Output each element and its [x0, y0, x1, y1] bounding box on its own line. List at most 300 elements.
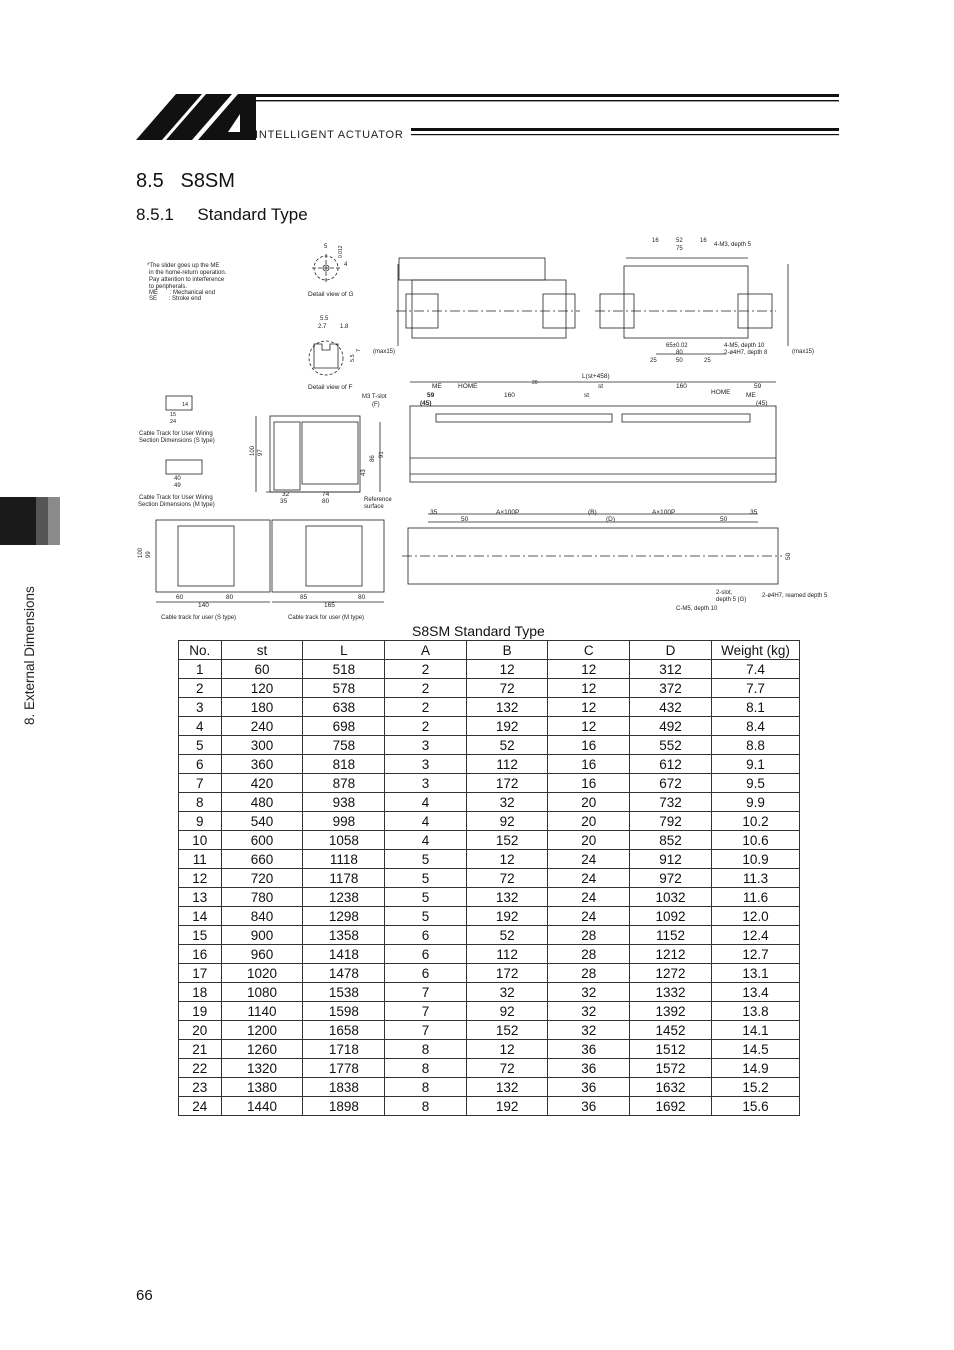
note-line-3: Pay attention to interference	[149, 277, 225, 283]
table-cell: 1032	[630, 888, 712, 907]
table-cell: 878	[303, 774, 385, 793]
table-cell: 972	[630, 869, 712, 888]
table-cell: 10.9	[711, 850, 799, 869]
table-cell: 4	[385, 812, 466, 831]
table-caption: S8SM Standard Type	[412, 623, 545, 639]
table-cell: 1358	[303, 926, 385, 945]
table-cell: 6	[179, 755, 222, 774]
table-cell: 1200	[221, 1021, 303, 1040]
table-cell: 792	[630, 812, 712, 831]
table-cell: 2	[179, 679, 222, 698]
table-cell: 36	[548, 1078, 630, 1097]
me-left: ME	[432, 383, 442, 390]
cable-s-section-1: Cable Track for User Wiring	[139, 431, 213, 437]
table-cell: 518	[303, 660, 385, 679]
table-row	[179, 1078, 800, 1097]
table-cell: 938	[303, 793, 385, 812]
table-cell: 72	[466, 679, 548, 698]
table-cell: 11	[179, 850, 222, 869]
table-cell: 3	[385, 736, 466, 755]
table-cell: 13.8	[711, 1002, 799, 1021]
table-cell: 1212	[630, 945, 712, 964]
table-cell: 698	[303, 717, 385, 736]
table-cell: 1718	[303, 1040, 385, 1059]
table-row	[179, 679, 800, 698]
table-cell: 112	[466, 755, 548, 774]
table-cell: 9	[179, 812, 222, 831]
dim-1-8: 1.8	[340, 324, 349, 330]
note-line-1: *The slider goes up the ME	[147, 263, 220, 269]
table-row	[179, 869, 800, 888]
home-right: HOME	[711, 389, 731, 396]
table-cell: 132	[466, 1078, 548, 1097]
table-cell: 9.1	[711, 755, 799, 774]
table-cell: 912	[630, 850, 712, 869]
dim-45a: (45)	[420, 400, 432, 407]
table-cell: 6	[385, 926, 466, 945]
table-cell: 8	[179, 793, 222, 812]
table-row	[179, 1040, 800, 1059]
table-row	[179, 660, 800, 679]
me-right: ME	[746, 392, 756, 399]
col-header: C	[548, 641, 630, 660]
table-cell: 1538	[303, 983, 385, 1002]
table-cell: 312	[630, 660, 712, 679]
table-cell: 72	[466, 869, 548, 888]
dim-100s: 100	[138, 547, 144, 558]
table-row	[179, 926, 800, 945]
m3-tslot-f: (F)	[372, 402, 380, 408]
brand-name: INTELLIGENT ACTUATOR	[255, 129, 404, 141]
table-cell: 12	[548, 717, 630, 736]
col-header: L	[303, 641, 385, 660]
table-cell: 5	[179, 736, 222, 755]
table-cell: 192	[466, 1097, 548, 1116]
dim-86: 86	[370, 455, 376, 462]
table-cell: 1778	[303, 1059, 385, 1078]
cm5-label: C-M5, depth 10	[676, 606, 718, 612]
cable-m-section-1: Cable Track for User Wiring	[139, 495, 213, 501]
cable-s-label: Cable track for user (S type)	[161, 615, 237, 621]
table-cell: 14	[179, 907, 222, 926]
table-cell: 7.7	[711, 679, 799, 698]
table-cell: 14.1	[711, 1021, 799, 1040]
m3-tslot-label: M3 T-slot	[362, 394, 387, 400]
table-cell: 11.6	[711, 888, 799, 907]
table-cell: 8	[385, 1097, 466, 1116]
dim-100: 100	[250, 445, 256, 456]
table-row	[179, 888, 800, 907]
detail-g-label: Detail view of G	[308, 291, 354, 298]
table-row	[179, 964, 800, 983]
dim-4: 4	[344, 262, 348, 268]
dim-91: 91	[379, 451, 385, 458]
dim-80m: 80	[358, 594, 366, 601]
table-body	[179, 660, 800, 1116]
table-cell: 3	[385, 755, 466, 774]
dim-d: (D)	[606, 516, 616, 523]
table-cell: 15	[179, 926, 222, 945]
table-cell: 1418	[303, 945, 385, 964]
max15-left: (max15)	[373, 349, 396, 355]
table-cell: 12	[548, 698, 630, 717]
dim-74: 74	[322, 491, 330, 498]
dim-45b: (45)	[756, 400, 768, 407]
dim-50a: 50	[461, 516, 469, 523]
table-cell: 19	[179, 1002, 222, 1021]
iai-logo	[136, 94, 256, 140]
table-cell: 1838	[303, 1078, 385, 1097]
table-cell: 2	[385, 698, 466, 717]
dim-16b: 16	[700, 238, 707, 244]
dim-50b: 50	[720, 516, 728, 523]
table-cell: 8	[385, 1078, 466, 1097]
table-cell: 720	[221, 869, 303, 888]
table-cell: 1572	[630, 1059, 712, 1078]
table-cell: 15.6	[711, 1097, 799, 1116]
table-cell: 20	[179, 1021, 222, 1040]
col-header: No.	[179, 641, 222, 660]
table-cell: 600	[221, 831, 303, 850]
table-cell: 5	[385, 907, 466, 926]
cable-m-section-2: Section Dimensions (M type)	[138, 502, 215, 508]
table-cell: 1272	[630, 964, 712, 983]
dim-20: 20	[532, 380, 538, 386]
table-cell: 638	[303, 698, 385, 717]
table-cell: 21	[179, 1040, 222, 1059]
table-cell: 612	[630, 755, 712, 774]
table-cell: 10.6	[711, 831, 799, 850]
table-cell: 1380	[221, 1078, 303, 1097]
dim-80s: 80	[226, 594, 234, 601]
table-cell: 8.1	[711, 698, 799, 717]
cable-s-section-2: Section Dimensions (S type)	[139, 438, 215, 444]
dim-59b: 59	[754, 383, 762, 390]
table-cell: 17	[179, 964, 222, 983]
table-cell: 92	[466, 1002, 548, 1021]
table-cell: 480	[221, 793, 303, 812]
table-cell: 16	[548, 774, 630, 793]
dim-5: 5	[324, 244, 328, 250]
table-cell: 758	[303, 736, 385, 755]
table-cell: 1658	[303, 1021, 385, 1040]
table-cell: 12.7	[711, 945, 799, 964]
table-cell: 92	[466, 812, 548, 831]
table-cell: 1020	[221, 964, 303, 983]
table-cell: 240	[221, 717, 303, 736]
table-cell: 32	[466, 793, 548, 812]
table-cell: 24	[548, 869, 630, 888]
table-cell: 13	[179, 888, 222, 907]
dim-25a: 25	[650, 358, 657, 364]
dim-25b: 25	[704, 358, 711, 364]
table-cell: 32	[466, 983, 548, 1002]
table-cell: 2	[385, 717, 466, 736]
page-number: 66	[136, 1287, 153, 1304]
table-row	[179, 831, 800, 850]
table-cell: 7	[385, 983, 466, 1002]
table-row	[179, 907, 800, 926]
table-cell: 60	[221, 660, 303, 679]
table-row	[179, 983, 800, 1002]
table-cell: 14.5	[711, 1040, 799, 1059]
home-left: HOME	[458, 383, 478, 390]
chapter-tab-label: 8. External Dimensions	[22, 586, 37, 725]
table-cell: 852	[630, 831, 712, 850]
table-cell: 6	[385, 964, 466, 983]
dim-160a: 160	[504, 392, 515, 399]
table-cell: 28	[548, 964, 630, 983]
table-cell: 1058	[303, 831, 385, 850]
dim-2-7: 2.7	[318, 324, 327, 330]
table-cell: 180	[221, 698, 303, 717]
table-cell: 72	[466, 1059, 548, 1078]
dim-16a: 16	[652, 238, 659, 244]
table-cell: 840	[221, 907, 303, 926]
table-cell: 1140	[221, 1002, 303, 1021]
dim-0012: 0.012	[338, 245, 344, 258]
table-cell: 1320	[221, 1059, 303, 1078]
table-cell: 152	[466, 831, 548, 850]
cable-m-label: Cable track for user (M type)	[288, 615, 365, 621]
dim-52: 52	[676, 238, 683, 244]
dim-50v: 50	[785, 552, 792, 560]
table-cell: 24	[179, 1097, 222, 1116]
table-cell: 7	[385, 1002, 466, 1021]
table-cell: 36	[548, 1040, 630, 1059]
table-cell: 32	[548, 1021, 630, 1040]
table-cell: 1	[179, 660, 222, 679]
dim-160b: 160	[676, 383, 687, 390]
table-cell: 8.4	[711, 717, 799, 736]
table-cell: 1440	[221, 1097, 303, 1116]
table-cell: 818	[303, 755, 385, 774]
table-row	[179, 717, 800, 736]
table-cell: 780	[221, 888, 303, 907]
table-cell: 492	[630, 717, 712, 736]
dim-140: 140	[198, 602, 209, 609]
table-cell: 540	[221, 812, 303, 831]
table-cell: 12	[179, 869, 222, 888]
table-cell: 15.2	[711, 1078, 799, 1097]
table-cell: 12	[466, 660, 548, 679]
table-cell: 5	[385, 888, 466, 907]
dim-85: 85	[300, 594, 308, 601]
table-cell: 1692	[630, 1097, 712, 1116]
table-cell: 18	[179, 983, 222, 1002]
table-cell: 6	[385, 945, 466, 964]
table-cell: 1260	[221, 1040, 303, 1059]
table-cell: 16	[179, 945, 222, 964]
table-cell: 16	[548, 736, 630, 755]
table-row	[179, 1002, 800, 1021]
dim-15: 15	[170, 412, 177, 418]
table-cell: 52	[466, 926, 548, 945]
dim-32: 32	[282, 491, 290, 498]
dim-80b: 80	[322, 498, 330, 505]
table-cell: 1452	[630, 1021, 712, 1040]
table-cell: 16	[548, 755, 630, 774]
table-cell: 24	[548, 907, 630, 926]
table-cell: 2	[385, 679, 466, 698]
max15-right: (max15)	[792, 349, 815, 355]
table-cell: 372	[630, 679, 712, 698]
table-cell: 1152	[630, 926, 712, 945]
dim-99: 99	[146, 551, 152, 558]
dim-5-5: 5.5	[320, 316, 329, 322]
table-cell: 12.0	[711, 907, 799, 926]
table-cell: 112	[466, 945, 548, 964]
dim-50: 50	[676, 358, 683, 364]
table-cell: 4	[385, 831, 466, 850]
dim-49: 49	[174, 483, 181, 489]
table-row	[179, 812, 800, 831]
table-cell: 172	[466, 964, 548, 983]
table-cell: 5	[385, 869, 466, 888]
dim-14: 14	[182, 402, 189, 408]
table-row	[179, 1059, 800, 1078]
table-cell: 998	[303, 812, 385, 831]
table-cell: 8	[385, 1059, 466, 1078]
dim-5-5v: 5.5	[350, 354, 356, 362]
table-cell: 732	[630, 793, 712, 812]
table-row	[179, 736, 800, 755]
table-cell: 10	[179, 831, 222, 850]
table-cell: 12.4	[711, 926, 799, 945]
table-cell: 3	[385, 774, 466, 793]
m5-depth10: 4-M5, depth 10	[724, 343, 765, 349]
table-cell: 578	[303, 679, 385, 698]
col-header: B	[466, 641, 548, 660]
dim-80: 80	[676, 350, 683, 356]
m3-depth5: 4-M3, depth 5	[714, 242, 752, 248]
table-cell: 960	[221, 945, 303, 964]
dim-65: 65±0.02	[666, 343, 688, 349]
dim-7: 7	[356, 348, 362, 352]
dim-24: 24	[170, 419, 177, 425]
col-header: Weight (kg)	[711, 641, 799, 660]
table-cell: 1178	[303, 869, 385, 888]
table-cell: 300	[221, 736, 303, 755]
table-cell: 52	[466, 736, 548, 755]
table-cell: 192	[466, 717, 548, 736]
col-header: st	[221, 641, 303, 660]
dim-35a: 35	[430, 509, 438, 516]
detail-f-label: Detail view of F	[308, 384, 353, 391]
table-row	[179, 755, 800, 774]
table-cell: 420	[221, 774, 303, 793]
table-cell: 1392	[630, 1002, 712, 1021]
note-line-5: ME : Mechanical end	[149, 290, 216, 296]
table-cell: 192	[466, 907, 548, 926]
dim-35b: 35	[750, 509, 758, 516]
table-cell: 28	[548, 945, 630, 964]
table-cell: 8	[385, 1040, 466, 1059]
table-row	[179, 850, 800, 869]
table-cell: 36	[548, 1059, 630, 1078]
table-cell: 12	[466, 1040, 548, 1059]
spec-table	[178, 640, 800, 1116]
table-cell: 1298	[303, 907, 385, 926]
table-cell: 12	[548, 679, 630, 698]
reference-surface-2: surface	[364, 504, 384, 510]
table-cell: 172	[466, 774, 548, 793]
slot-depth: depth 5 (G)	[716, 597, 747, 603]
table-cell: 1092	[630, 907, 712, 926]
table-row	[179, 1097, 800, 1116]
table-cell: 660	[221, 850, 303, 869]
table-cell: 32	[548, 1002, 630, 1021]
table-cell: 1118	[303, 850, 385, 869]
dim-43: 43	[361, 469, 367, 476]
h7-depth8: 2-ø4H7, depth 8	[724, 350, 768, 356]
reference-surface-1: Reference	[364, 497, 392, 503]
table-cell: 132	[466, 698, 548, 717]
col-header: A	[385, 641, 466, 660]
table-cell: 7	[385, 1021, 466, 1040]
table-cell: 32	[548, 983, 630, 1002]
dim-75: 75	[676, 246, 683, 252]
dim-35: 35	[280, 498, 288, 505]
table-cell: 1632	[630, 1078, 712, 1097]
table-cell: 36	[548, 1097, 630, 1116]
note-line-2: in the home-return operation.	[149, 270, 227, 276]
table-cell: 672	[630, 774, 712, 793]
table-cell: 8.8	[711, 736, 799, 755]
table-cell: 360	[221, 755, 303, 774]
table-cell: 1238	[303, 888, 385, 907]
table-cell: 120	[221, 679, 303, 698]
table-row	[179, 698, 800, 717]
table-cell: 22	[179, 1059, 222, 1078]
table-cell: 1598	[303, 1002, 385, 1021]
table-cell: 23	[179, 1078, 222, 1097]
table-cell: 7.4	[711, 660, 799, 679]
table-cell: 24	[548, 850, 630, 869]
table-row	[179, 793, 800, 812]
table-cell: 5	[385, 850, 466, 869]
table-cell: 20	[548, 793, 630, 812]
table-cell: 12	[548, 660, 630, 679]
dim-lst: L(st+458)	[582, 373, 610, 380]
table-cell: 20	[548, 831, 630, 850]
dim-165: 165	[324, 602, 335, 609]
dim-b: (B)	[588, 509, 597, 516]
dim-ax100b: A×100P	[652, 509, 676, 516]
subsection-title: 8.5.1 Standard Type	[136, 205, 308, 224]
reamed-label: 2-ø4H7, reamed depth 5	[762, 593, 828, 599]
table-row	[179, 1021, 800, 1040]
section-title: 8.5 S8SM	[136, 170, 235, 192]
table-cell: 11.3	[711, 869, 799, 888]
table-cell: 4	[179, 717, 222, 736]
table-cell: 13.4	[711, 983, 799, 1002]
table-cell: 13.1	[711, 964, 799, 983]
chapter-tab-marker	[0, 497, 60, 545]
table-row	[179, 945, 800, 964]
table-cell: 4	[385, 793, 466, 812]
table-cell: 1898	[303, 1097, 385, 1116]
col-header: D	[630, 641, 712, 660]
table-cell: 7	[179, 774, 222, 793]
dim-40: 40	[174, 476, 181, 482]
table-cell: 432	[630, 698, 712, 717]
dim-59a: 59	[427, 392, 435, 399]
table-cell: 152	[466, 1021, 548, 1040]
table-cell: 552	[630, 736, 712, 755]
dim-ax100a: A×100P	[496, 509, 520, 516]
dimension-drawing	[136, 236, 840, 624]
